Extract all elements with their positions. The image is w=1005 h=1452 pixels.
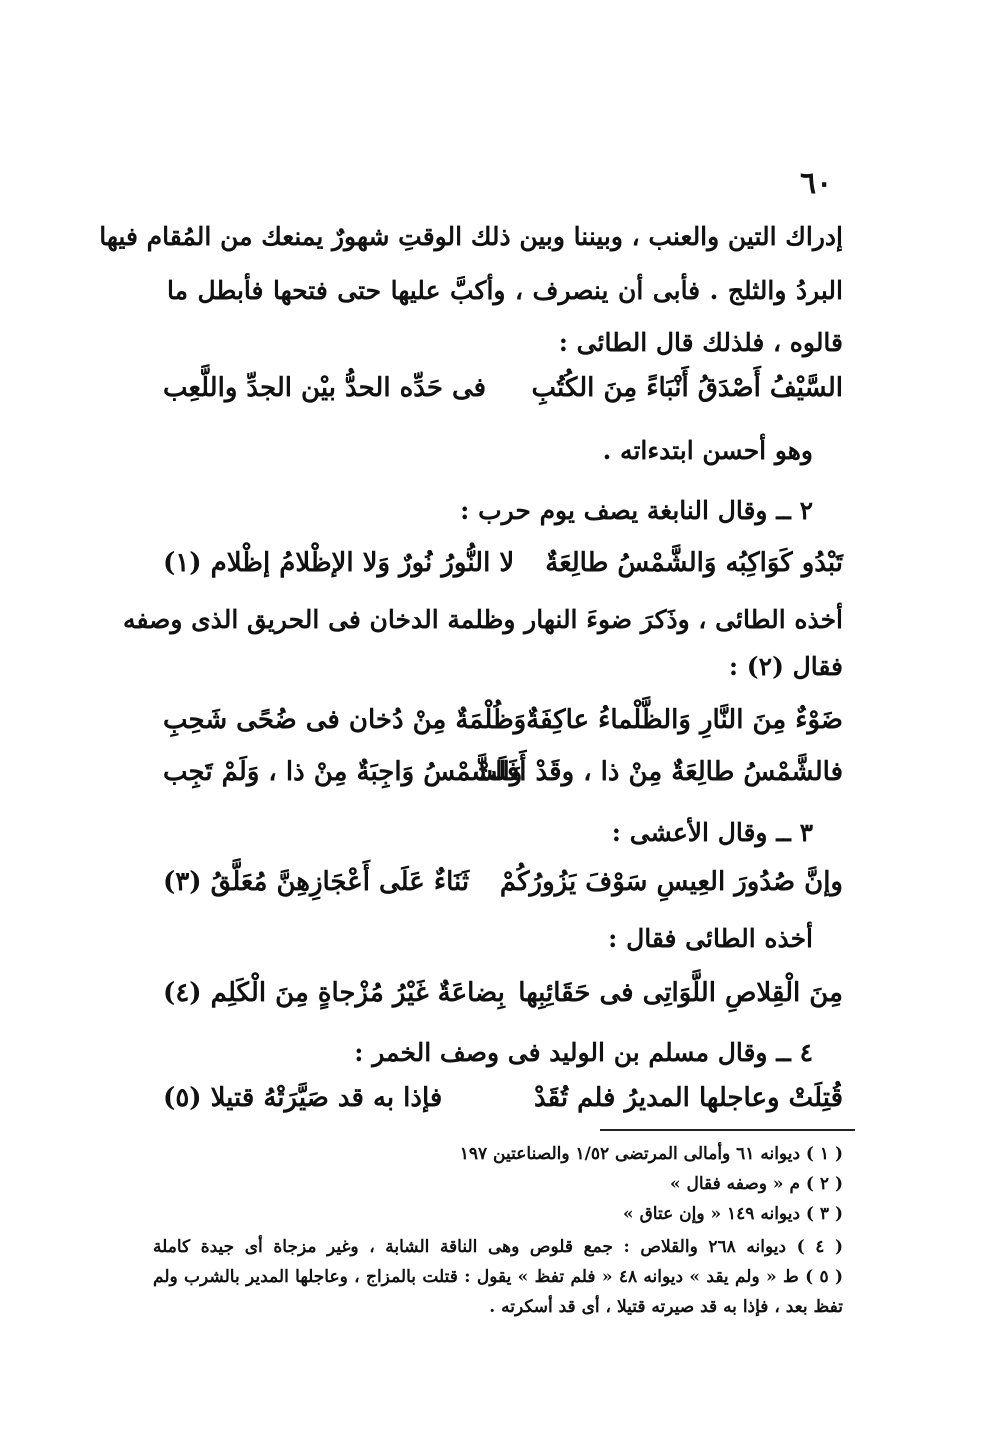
paragraph-line: فقال (٢) :	[728, 652, 843, 681]
verse-second-hemistich: لا النُّورُ نُورٌ وَلا الإظْلامُ إظْلام (١)	[163, 548, 515, 578]
verse	[163, 862, 843, 902]
footnote: ( ٥ ) ط « ولم يقد » ديوانه ٤٨ « فلم تفظ » يقول : قتلت بالمزاج ، وعاجلها المدير بالشرب ولم	[153, 1267, 843, 1287]
verse	[163, 543, 843, 583]
verse-first-hemistich: ضَوْءٌ مِنَ النَّارِ وَالظَّلْماءُ عاكِفَةٌ	[526, 705, 843, 735]
footnote-rule	[600, 1129, 855, 1131]
verse	[163, 700, 843, 740]
verse-second-hemistich: وَالشَّمْسُ وَاجِبَةٌ مِنْ ذا ، وَلَمْ تَجِب	[163, 757, 523, 787]
verse-first-hemistich: مِنَ الْقِلاصِ اللَّوَاتِى فى حَقَائِبِها	[518, 978, 843, 1008]
verse-second-hemistich: فإذا به قد صَيَّرَتْهُ قتيلا (٥)	[163, 1083, 443, 1113]
prose-line: أخذه الطائى فقال :	[608, 924, 813, 953]
verse-second-hemistich: وَظُلْمَةٌ مِنْ دُخان فى ضُحًى شَحِبِ	[163, 705, 527, 735]
footnote: ( ٢ ) م « وصفه فقال »	[669, 1174, 843, 1194]
paragraph-line: أخذه الطائى ، وذَكرَ ضوءَ النهار وظلمة الدخان فى الحريق الذى وصفه	[123, 605, 843, 634]
verse	[163, 973, 843, 1013]
prose-line: وهو أحسن ابتدءاته .	[602, 436, 813, 465]
section-heading: ٤ ــ وقال مسلم بن الوليد فى وصف الخمر :	[354, 1038, 813, 1067]
verse-second-hemistich: فى حَدِّه الحدُّ بيْن الجدِّ واللَّعِب	[163, 373, 487, 403]
verse-first-hemistich: السَّيْفُ أَصْدَقُ أَنْبَاءً مِنَ الكُتُبِ	[531, 373, 843, 403]
verse-first-hemistich: تَبْدُو كَوَاكِبُه وَالشَّمْسُ طالِعَةٌ	[545, 548, 843, 578]
paragraph-line: قالوه ، فلذلك قال الطائى :	[558, 328, 843, 357]
verse-second-hemistich: بِضاعَةٌ غَيْرُ مُزْجاةٍ مِنَ الْكَلِم (٤)	[163, 978, 505, 1008]
footnote: ( ٤ ) ديوانه ٢٦٨ والقلاص : جمع قلوص وهى الناقة الشابة ، وغير مزجاة أى جيدة كاملة	[153, 1237, 843, 1257]
verse	[163, 1078, 843, 1118]
verse	[163, 752, 843, 792]
page-number: ٦٠	[800, 166, 833, 201]
footnote: تفظ بعد ، فإذا به قد صيرته قتيلا ، أى قد أسكرته .	[489, 1297, 843, 1317]
footnote: ( ١ ) ديوانه ٦١ وأمالى المرتضى ١/٥٢ والصناعتين ١٩٧	[459, 1144, 843, 1164]
section-heading: ٢ ــ وقال النابغة يصف يوم حرب :	[460, 496, 813, 525]
verse-second-hemistich: ثَنَاءٌ عَلَى أَعْجَازِهِنَّ مُعَلَّقُ (٣)	[163, 867, 470, 897]
footnote: ( ٣ ) ديوانه ١٤٩ « وإن عتاق »	[623, 1204, 843, 1224]
verse-first-hemistich: فالشَّمْسُ طالِعَةٌ مِنْ ذا ، وقَدْ أَفَلَتْ	[472, 757, 843, 787]
verse	[163, 368, 843, 408]
paragraph-line: البردُ والثلج . فأبى أن ينصرف ، وأكبَّ عليها حتى فتحها فأبطل ما	[167, 276, 843, 305]
paragraph-line: إدراك التين والعنب ، وبيننا وبين ذلك الوقتِ شهورٌ يمنعك من المُقام فيها	[99, 222, 843, 251]
verse-first-hemistich: وإنَّ صُدُورَ العِيسِ سَوْفَ يَزُورُكُمْ	[499, 867, 843, 897]
verse-first-hemistich: قُتِلَتْ وعاجلها المديرُ فلم تُقَدْ	[534, 1083, 843, 1113]
section-heading: ٣ ــ وقال الأعشى :	[611, 818, 813, 847]
